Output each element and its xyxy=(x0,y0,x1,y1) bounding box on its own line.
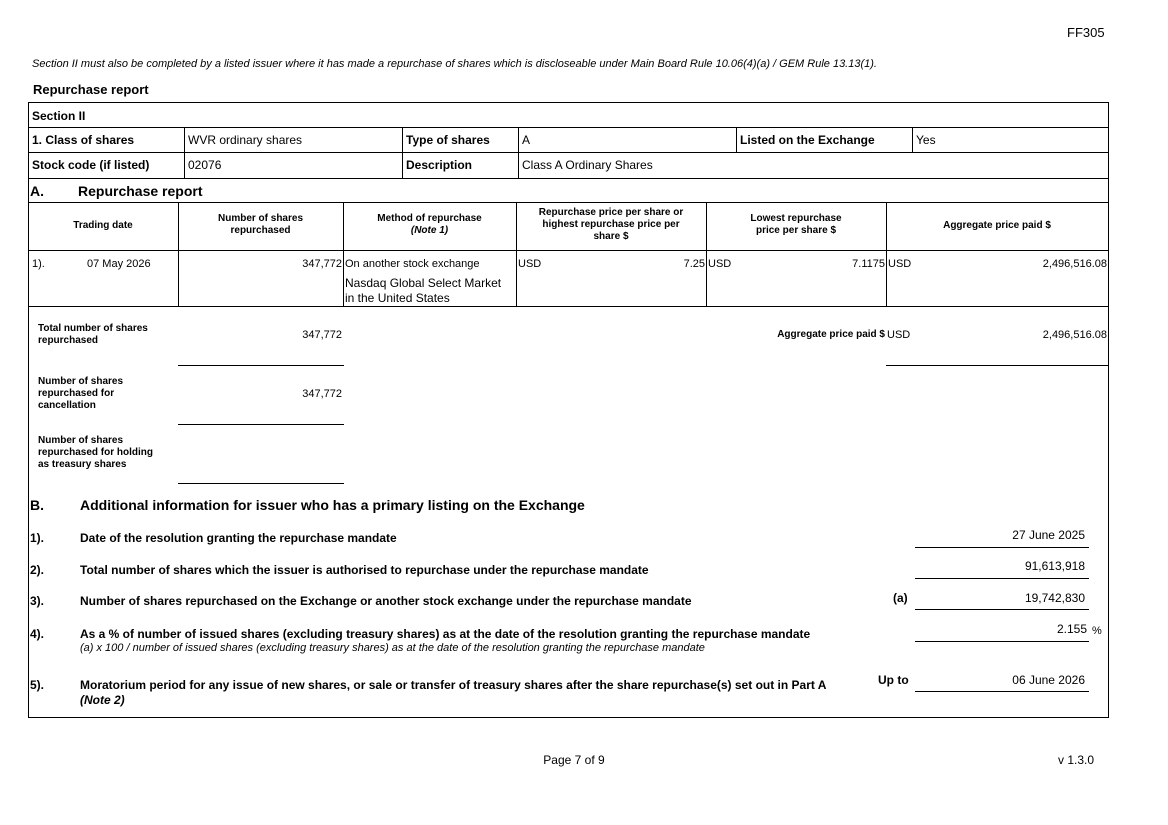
part-a-letter: A. xyxy=(30,183,44,199)
part-a-title: Repurchase report xyxy=(78,183,203,199)
b2-label: Total number of shares which the issuer is authorised to repurchase under the repurchase mandate xyxy=(80,563,649,577)
row-aggregate-currency: USD xyxy=(888,258,912,270)
row-method-3: in the United States xyxy=(345,291,450,305)
b3-value: 19,742,830 xyxy=(1024,591,1085,605)
b5-sublabel: (Note 2) xyxy=(80,693,125,707)
report-title: Repurchase report xyxy=(33,82,149,97)
page-number: Page 7 of 9 xyxy=(543,753,605,767)
header-lowest-price: Lowest repurchase price per share $ xyxy=(750,213,842,236)
b5-value: 06 June 2026 xyxy=(1012,673,1085,687)
header-repurchase-price: Repurchase price per share or highest repurchase price per share $ xyxy=(538,207,684,242)
header-number-of-shares: Number of shares repurchased xyxy=(217,213,304,236)
row-method-2: Nasdaq Global Select Market xyxy=(345,276,502,290)
row-shares: 347,772 xyxy=(302,258,342,270)
b5-tag: Up to xyxy=(878,673,909,687)
row-method-1: On another stock exchange xyxy=(345,258,480,270)
header-method: Method of repurchase (Note 1) xyxy=(377,213,482,236)
aggregate-total-value: 2,496,516.08 xyxy=(1042,329,1107,341)
b1-label: Date of the resolution granting the repurchase mandate xyxy=(80,531,397,545)
b2-value: 91,613,918 xyxy=(1024,559,1085,573)
b4-unit: % xyxy=(1092,625,1102,637)
type-of-shares-value: A xyxy=(522,133,531,147)
b4-label: As a % of number of issued shares (excluding treasury shares) as at the date of the resolution granting the repurchase mandate xyxy=(80,627,811,641)
row-lowest-price: 7.1175 xyxy=(852,258,885,270)
header-trading-date: Trading date xyxy=(73,220,133,231)
b5-label: Moratorium period for any issue of new shares, or sale or transfer of treasury shares after the share repurchase(s) set out in Part A xyxy=(80,678,827,692)
b5-index: 5). xyxy=(30,678,45,692)
part-b-title: Additional information for issuer who has a primary listing on the Exchange xyxy=(80,497,585,513)
row-trading-date: 07 May 2026 xyxy=(87,258,151,270)
row-price-currency: USD xyxy=(518,258,542,270)
aggregate-total-currency: USD xyxy=(887,329,911,341)
row-index: 1). xyxy=(32,258,45,270)
total-shares-label: Total number of shares repurchased xyxy=(38,323,148,346)
b1-value: 27 June 2025 xyxy=(1012,528,1085,542)
b1-index: 1). xyxy=(30,531,45,545)
listed-value: Yes xyxy=(916,133,936,147)
form-code: FF305 xyxy=(1067,25,1105,40)
b4-sublabel: (a) x 100 / number of issued shares (excluding treasury shares) as at the date of the resolution granting the repurchase mandate xyxy=(80,642,705,654)
part-b-letter: B. xyxy=(30,497,44,513)
class-of-shares-value: WVR ordinary shares xyxy=(188,133,303,147)
version: v 1.3.0 xyxy=(1058,753,1095,767)
intro-note: Section II must also be completed by a listed issuer where it has made a repurchase of shares which is discloseable under Main Board Rule 10.06(4)(a) / GEM Rule 13.13(1). xyxy=(32,58,877,70)
cancellation-value: 347,772 xyxy=(302,388,342,400)
b3-index: 3). xyxy=(30,594,45,608)
b4-index: 4). xyxy=(30,627,45,641)
cancellation-label: Number of shares repurchased for cancellation xyxy=(38,376,124,411)
aggregate-total-label: Aggregate price paid $ xyxy=(777,329,885,340)
b3-label: Number of shares repurchased on the Exchange or another stock exchange under the repurchase mandate xyxy=(80,594,692,608)
b4-value: 2.155 xyxy=(1056,622,1087,636)
description-label: Description xyxy=(406,158,473,172)
b3-tag: (a) xyxy=(893,591,908,605)
stock-code-value: 02076 xyxy=(188,158,222,172)
description-value: Class A Ordinary Shares xyxy=(522,158,653,172)
row-lowest-currency: USD xyxy=(708,258,732,270)
header-aggregate-price: Aggregate price paid $ xyxy=(943,220,1051,231)
class-of-shares-label: 1. Class of shares xyxy=(32,133,135,147)
row-aggregate: 2,496,516.08 xyxy=(1042,258,1107,270)
section-label: Section II xyxy=(32,109,86,123)
type-of-shares-label: Type of shares xyxy=(406,133,490,147)
treasury-label: Number of shares repurchased for holding as treasury shares xyxy=(38,435,154,470)
row-price: 7.25 xyxy=(683,258,705,270)
stock-code-label: Stock code (if listed) xyxy=(32,158,150,172)
b2-index: 2). xyxy=(30,563,45,577)
listed-label: Listed on the Exchange xyxy=(740,133,875,147)
total-shares-value: 347,772 xyxy=(302,329,342,341)
